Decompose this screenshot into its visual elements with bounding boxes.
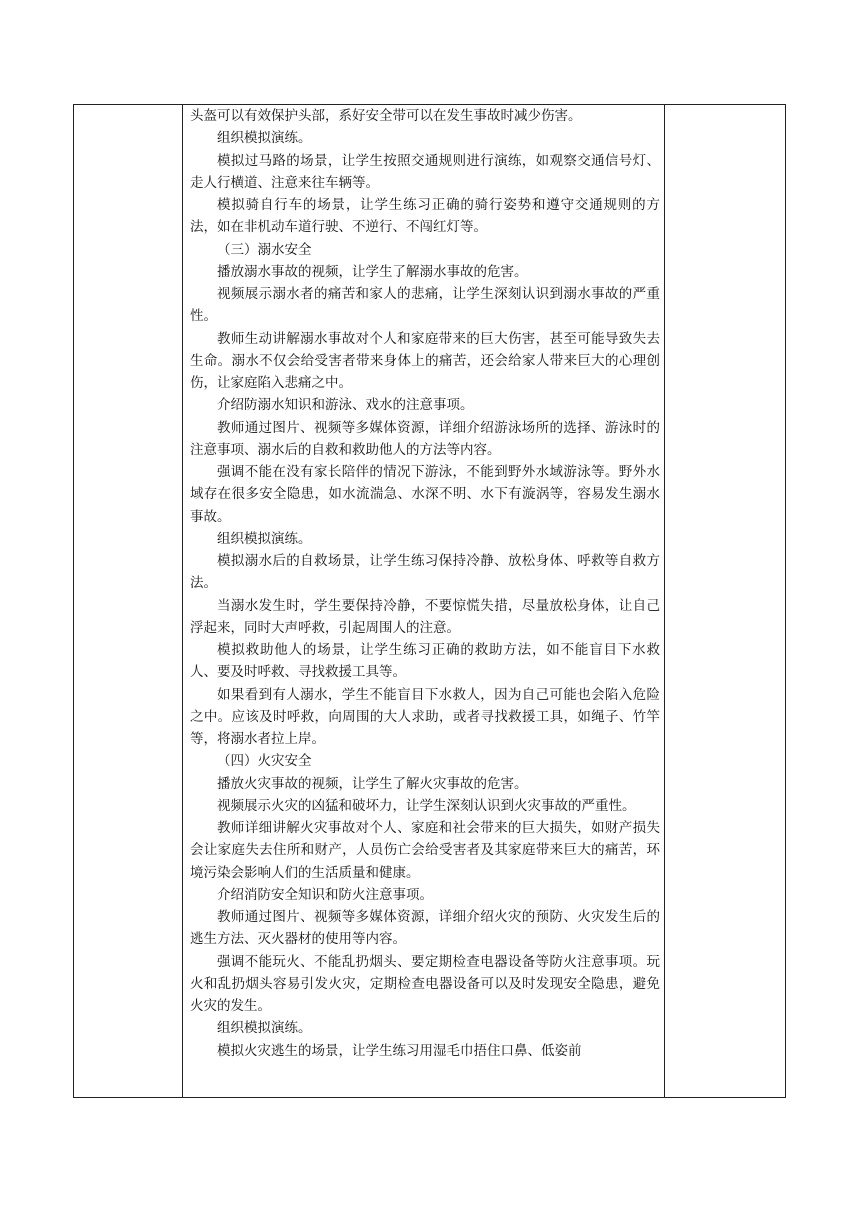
paragraph: 教师详细讲解火灾事故对个人、家庭和社会带来的巨大损失，如财产损失会让家庭失去住所和财产，人员伤亡会给受害者及其家庭带来巨大的痛苦，环境污染会影响人们的生活质量和健康。 [190,820,660,881]
table-left-cell [74,105,183,1097]
paragraph: 当溺水发生时，学生要保持冷静，不要惊慌失措，尽量放松身体，让自己浮起来，同时大声呼救，引起周围人的注意。 [190,597,660,636]
paragraph: 模拟火灾逃生的场景，让学生练习用湿毛巾捂住口鼻、低姿前 [217,1042,582,1059]
lesson-table [73,104,786,1098]
paragraph: 强调不能在没有家长陪伴的情况下游泳，不能到野外水域游泳等。野外水域存在很多安全隐患，如水流湍急、水深不明、水下有漩涡等，容易发生溺水事故。 [190,464,660,525]
section-heading: （四）火灾安全 [217,753,312,770]
paragraph: 模拟过马路的场景，让学生按照交通规则进行演练，如观察交通信号灯、走人行横道、注意来往车辆等。 [190,152,660,191]
table-content-cell [183,105,664,1097]
paragraph: 教师生动讲解溺水事故对个人和家庭带来的巨大伤害，甚至可能导致失去生命。溺水不仅会给受害者带来身体上的痛苦，还会给家人带来巨大的心理创伤，让家庭陷入悲痛之中。 [190,330,660,391]
paragraph: 组织模拟演练。 [217,130,312,147]
paragraph: 播放火灾事故的视频，让学生了解火灾事故的危害。 [217,775,528,792]
paragraph: 介绍防溺水知识和游泳、戏水的注意事项。 [217,397,474,414]
paragraph: 教师通过图片、视频等多媒体资源，详细介绍游泳场所的选择、游泳时的注意事项、溺水后的自救和救助他人的方法等内容。 [190,419,660,458]
paragraph: 视频展示火灾的凶猛和破坏力，让学生深刻认识到火灾事故的严重性。 [217,797,636,814]
paragraph: 模拟溺水后的自救场景，让学生练习保持冷静、放松身体、呼救等自救方法。 [190,553,660,592]
paragraph: 介绍消防安全知识和防火注意事项。 [217,886,433,903]
paragraph: 视频展示溺水者的痛苦和家人的悲痛，让学生深刻认识到溺水事故的严重性。 [190,286,660,325]
paragraph: 播放溺水事故的视频，让学生了解溺水事故的危害。 [217,263,528,280]
table-right-cell [664,105,785,1097]
lesson-content [183,105,664,1062]
section-heading: （三）溺水安全 [217,241,312,258]
paragraph: 模拟救助他人的场景，让学生练习正确的救助方法，如不能盲目下水救人、要及时呼救、寻找救援工具等。 [190,642,660,681]
paragraph: 模拟骑自行车的场景，让学生练习正确的骑行姿势和遵守交通规则的方法，如在非机动车道行驶、不逆行、不闯红灯等。 [190,197,660,236]
paragraph: 强调不能玩火、不能乱扔烟头、要定期检查电器设备等防火注意事项。玩火和乱扔烟头容易引发火灾，定期检查电器设备可以及时发现安全隐患，避免火灾的发生。 [190,953,660,1014]
paragraph: 头盔可以有效保护头部，系好安全带可以在发生事故时减少伤害。 [190,108,582,124]
paragraph: 组织模拟演练。 [217,530,312,547]
paragraph: 组织模拟演练。 [217,1020,312,1037]
paragraph: 教师通过图片、视频等多媒体资源，详细介绍火灾的预防、火灾发生后的逃生方法、灭火器材的使用等内容。 [190,909,660,948]
paragraph: 如果看到有人溺水，学生不能盲目下水救人，因为自己可能也会陷入危险之中。应该及时呼救，向周围的大人求助，或者寻找救援工具，如绳子、竹竿等，将溺水者拉上岸。 [190,686,660,747]
